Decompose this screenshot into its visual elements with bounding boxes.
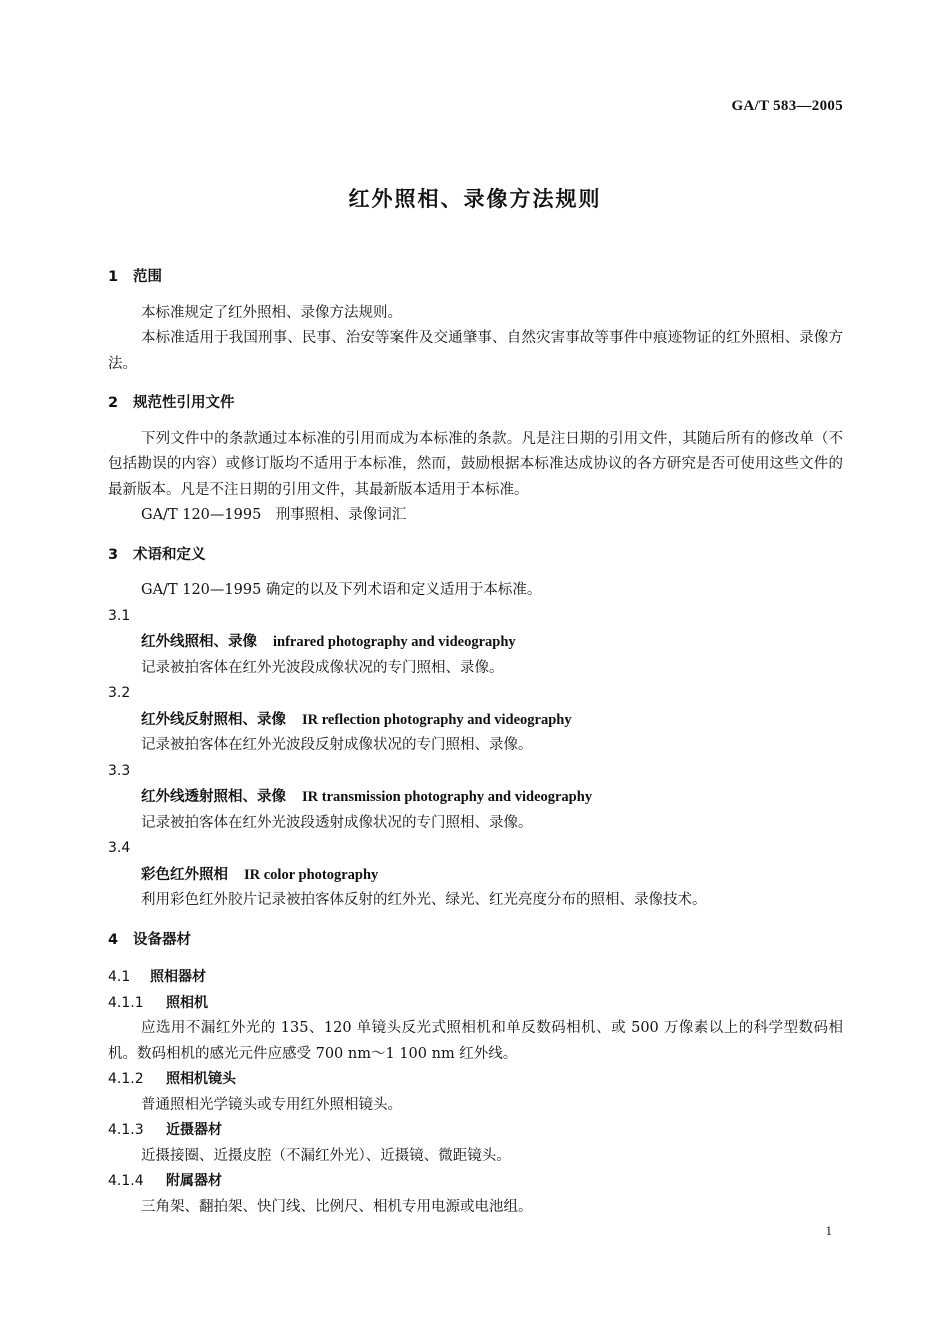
section-3-heading: 3 术语和定义 bbox=[108, 546, 206, 563]
normative-reference: GA/T 120—1995 刑事照相、录像词汇 bbox=[141, 507, 407, 523]
section-4-heading: 4 设备器材 bbox=[108, 931, 191, 948]
section-2-heading: 2 规范性引用文件 bbox=[108, 395, 235, 411]
clause-heading: 4.1.3 近摄器材 bbox=[108, 1122, 222, 1138]
document-title: 红外照相、录像方法规则 bbox=[348, 187, 602, 211]
term-number: 3.2 bbox=[108, 685, 131, 701]
term-definition: 记录被拍客体在红外光波段成像状况的专门照相、录像。 bbox=[141, 659, 504, 676]
term-heading: 红外线照相、录像 infrared photography and videography bbox=[141, 634, 516, 650]
clause-text: 应选用不漏红外光的 135、120 单镜头反光式照相机和单反数码相机、或 500 万像素以上的科学型数码相机。数码相机的感光元件应感受 700 nm～1 100 nm 红外线。 bbox=[108, 1020, 843, 1062]
term-heading: 红外线透射照相、录像 IR transmission photography and videography bbox=[141, 789, 593, 805]
document-body bbox=[108, 265, 843, 1220]
clause-text: 三角架、翻拍架、快门线、比例尺、相机专用电源或电池组。 bbox=[141, 1198, 533, 1215]
section-1-paragraph-2: 本标准适用于我国刑事、民事、治安等案件及交通肇事、自然灾害事故等事件中痕迹物证的红外照相、录像方法。 bbox=[108, 330, 843, 372]
clause-heading: 4.1.2 照相机镜头 bbox=[108, 1071, 236, 1087]
section-2-paragraph-1: 下列文件中的条款通过本标准的引用而成为本标准的条款。凡是注日期的引用文件，其随后所有的修改单（不包括勘误的内容）或修订版均不适用于本标准，然而，鼓励根据本标准达成协议的各方研究是否可使用这些文件的最新版本。凡是不注日期的引用文件，其最新版本适用于本标准。 bbox=[108, 430, 843, 498]
term-definition: 记录被拍客体在红外光波段反射成像状况的专门照相、录像。 bbox=[141, 737, 533, 753]
term-heading: 红外线反射照相、录像 IR reflection photography and videography bbox=[141, 711, 572, 728]
clause-heading: 4.1.4 附属器材 bbox=[108, 1173, 222, 1189]
subsection-heading: 4.1 照相器材 bbox=[108, 969, 206, 985]
term-definition: 记录被拍客体在红外光波段透射成像状况的专门照相、录像。 bbox=[141, 814, 533, 831]
page-number: 1 bbox=[825, 1223, 832, 1238]
term-number: 3.1 bbox=[108, 607, 131, 624]
term-number: 3.3 bbox=[108, 762, 131, 779]
term-heading: 彩色红外照相 IR color photography bbox=[141, 866, 379, 883]
section-1-paragraph-1: 本标准规定了红外照相、录像方法规则。 bbox=[141, 304, 402, 321]
section-3-paragraph-1: GA/T 120—1995 确定的以及下列术语和定义适用于本标准。 bbox=[141, 582, 542, 598]
section-1-heading: 1 范围 bbox=[108, 269, 162, 285]
term-number: 3.4 bbox=[108, 840, 131, 856]
clause-heading: 4.1.1 照相机 bbox=[108, 994, 208, 1011]
term-definition: 利用彩色红外胶片记录被拍客体反射的红外光、绿光、红光亮度分布的照相、录像技术。 bbox=[141, 892, 707, 908]
standard-code: GA/T 583—2005 bbox=[731, 98, 843, 114]
clause-text: 近摄接圈、近摄皮腔（不漏红外光）、近摄镜、微距镜头。 bbox=[141, 1147, 511, 1164]
clause-text: 普通照相光学镜头或专用红外照相镜头。 bbox=[141, 1096, 402, 1113]
